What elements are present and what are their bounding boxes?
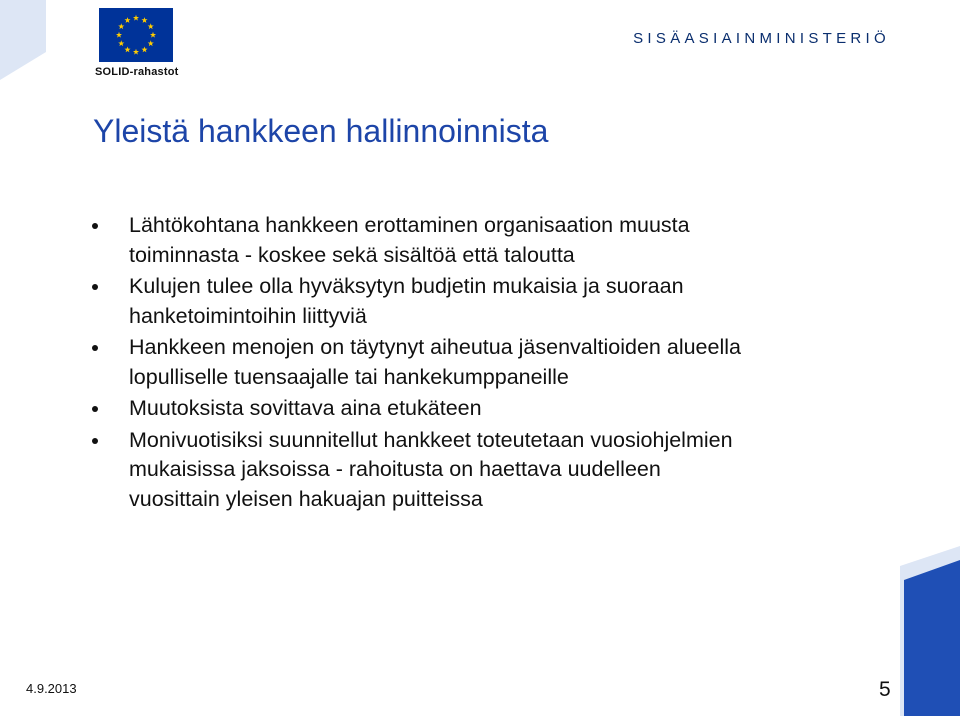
ministry-logo-text: SISÄASIAINMINISTERIÖ: [633, 30, 890, 47]
bullet-list: [92, 211, 892, 516]
fund-logo-label: SOLID-rahastot: [95, 66, 179, 78]
footer-date: 4.9.2013: [26, 681, 77, 696]
bullet-dot-icon: [92, 406, 98, 412]
bullet-dot-icon: [92, 284, 98, 290]
bullet-text-line: vuosittain yleisen hakuajan puitteissa: [129, 486, 483, 511]
bullet-text-line: hanketoimintoihin liittyviä: [129, 303, 367, 328]
bullet-text-line: Monivuotisiksi suunnitellut hankkeet toteutetaan vuosiohjelmien: [129, 427, 733, 452]
bullet-item: [92, 211, 892, 270]
eu-flag-icon: [99, 8, 173, 62]
bullet-text-line: toiminnasta - koskee sekä sisältöä että taloutta: [129, 242, 575, 267]
bullet-text-line: Lähtökohtana hankkeen erottaminen organisaation muusta: [129, 213, 690, 237]
bullet-text-line: Muutoksista sovittava aina etukäteen: [129, 396, 482, 420]
bullet-dot-icon: [92, 223, 98, 229]
bullet-text-line: lopulliselle tuensaajalle tai hankekumppaneille: [129, 364, 569, 389]
bullet-item: [92, 394, 892, 424]
bullet-item: [92, 333, 892, 392]
corner-decoration-bottom-right: [900, 546, 960, 716]
bullet-dot-icon: [92, 438, 98, 444]
bullet-text-line: Kulujen tulee olla hyväksytyn budjetin mukaisia ja suoraan: [129, 274, 684, 298]
bullet-text-line: mukaisissa jaksoissa - rahoitusta on haettava uudelleen: [129, 457, 661, 481]
corner-decoration-top-left: [0, 0, 46, 80]
eu-solid-logo: [95, 8, 179, 82]
bullet-item: [92, 426, 892, 515]
bullet-item: [92, 272, 892, 331]
slide-title: Yleistä hankkeen hallinnoinnista: [93, 113, 549, 149]
bullet-text-line: Hankkeen menojen on täytynyt aiheutua jäsenvaltioiden alueella: [129, 335, 741, 359]
page-number: 5: [879, 678, 891, 701]
bullet-dot-icon: [92, 345, 98, 351]
